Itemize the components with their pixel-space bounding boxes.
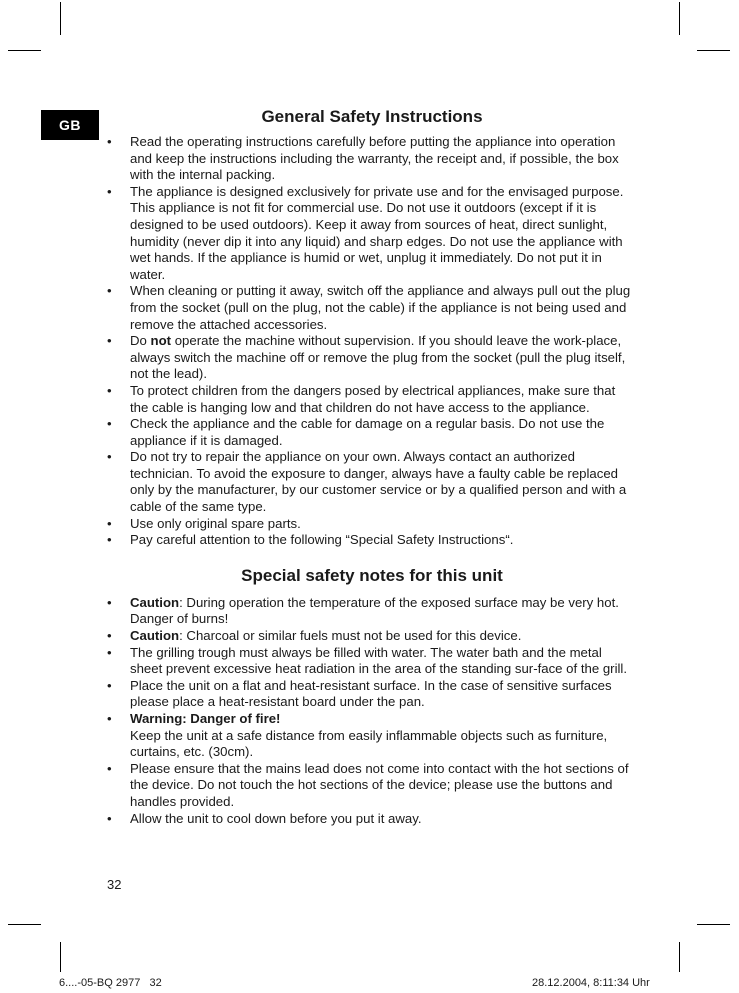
list-item-text: : During operation the temperature of the exposed surface may be very hot. Danger of burns!	[130, 594, 619, 627]
emphasis-text: not	[150, 333, 172, 349]
list-item	[107, 711, 637, 761]
page-content	[107, 106, 637, 827]
list-item-text: Pay careful attention to the following “Special Safety Instructions“.	[130, 532, 514, 548]
bullet: •	[107, 594, 112, 610]
bullet: •	[107, 515, 112, 531]
list-item-text: The appliance is designed exclusively for private use and for the envisaged purpose. This appliance is not fit for commercial use. Do not use it outdoors (except if it is designed to be used outdoors). Keep it away from sources of heat, direct sunlight, humidity (never dip it into any liquid) and sharp edges. Do not use the appliance with wet hands. If the appliance is humid or wet, unplug it immediately. Do not put it in water.	[130, 183, 624, 282]
list-item-text: Allow the unit to cool down before you put it away.	[130, 810, 422, 826]
crop-mark	[697, 50, 730, 51]
special-safety-list	[107, 595, 637, 827]
list-item-text: Use only original spare parts.	[130, 515, 301, 531]
list-item-text: The grilling trough must always be filled with water. The water bath and the metal sheet prevent excessive heat radiation in the area of the standing sur-face of the grill.	[130, 644, 628, 677]
list-item	[107, 628, 637, 645]
footer-timestamp: 28.12.2004, 8:11:34 Uhr	[532, 977, 650, 989]
list-item	[107, 645, 637, 678]
bullet: •	[107, 532, 112, 548]
bullet: •	[107, 183, 112, 199]
list-item-text: Do not try to repair the appliance on your own. Always contact an authorized technician. To avoid the exposure to danger, always have a faulty cable be replaced only by the manufacturer, by our customer service or by a qualified person and with a cable of the same type.	[130, 449, 627, 515]
bullet: •	[107, 382, 112, 398]
footer-file-info: 6....-05-BQ 2977 32	[59, 977, 162, 989]
crop-mark	[697, 924, 730, 925]
list-item-text: Read the operating instructions carefully before putting the appliance into operation and keep the instructions including the warranty, the receipt and, if possible, the box with the internal packing.	[130, 134, 619, 183]
list-item	[107, 532, 637, 549]
safety-list	[107, 134, 637, 549]
list-item-text: operate the machine without supervision. If you should leave the work-place, always switch the machine off or remove the plug from the socket (pull the plug itself, not the lead).	[130, 333, 626, 382]
list-item-text: Please ensure that the mains lead does not come into contact with the hot sections of the device. Do not touch the hot sections of the device; please use the buttons and handles provided.	[130, 760, 629, 809]
list-item	[107, 283, 637, 333]
crop-mark	[8, 924, 41, 925]
language-badge: GB	[41, 110, 99, 140]
crop-mark	[679, 2, 680, 35]
list-item	[107, 383, 637, 416]
bullet: •	[107, 677, 112, 693]
bullet: •	[107, 760, 112, 776]
bullet: •	[107, 449, 112, 465]
emphasis-text: Caution	[130, 628, 180, 644]
list-item	[107, 416, 637, 449]
list-item	[107, 134, 637, 184]
list-item-text: : Charcoal or similar fuels must not be used for this device.	[179, 628, 522, 644]
list-item	[107, 516, 637, 533]
list-item	[107, 184, 637, 284]
crop-mark	[60, 2, 61, 35]
section-title: General Safety Instructions	[261, 107, 483, 126]
emphasis-text: Warning: Danger of fire!	[130, 711, 281, 726]
bullet: •	[107, 134, 112, 149]
emphasis-text: Caution	[130, 594, 180, 610]
list-item-text: Keep the unit at a safe distance from easily inflammable objects such as furniture, curtains, etc. (30cm).	[130, 727, 608, 760]
bullet: •	[107, 644, 112, 660]
section-title: Special safety notes for this unit	[241, 565, 503, 585]
bullet: •	[107, 416, 112, 432]
list-item-text: Do	[130, 333, 151, 349]
list-item-text: When cleaning or putting it away, switch off the appliance and always pull out the plug from the socket (pull on the plug, not the cable) if the appliance is not being used and remove the attached accessories.	[130, 283, 631, 332]
bullet: •	[107, 810, 112, 826]
bullet: •	[107, 283, 112, 299]
crop-mark	[8, 50, 41, 51]
list-item	[107, 811, 637, 828]
list-item	[107, 595, 637, 628]
list-item	[107, 449, 637, 515]
bullet: •	[107, 711, 112, 726]
bullet: •	[107, 333, 112, 349]
list-item-text: To protect children from the dangers posed by electrical appliances, make sure that the cable is hanging low and that children do not have access to the appliance.	[130, 382, 616, 415]
list-item	[107, 678, 637, 711]
bullet: •	[107, 628, 112, 644]
list-item-text: Place the unit on a flat and heat-resistant surface. In the case of sensitive surfaces please place a heat-resistant board under the pan.	[130, 677, 612, 710]
crop-mark	[60, 942, 61, 972]
list-item-text: Check the appliance and the cable for damage on a regular basis. Do not use the appliance if it is damaged.	[130, 416, 605, 448]
crop-mark	[679, 942, 680, 972]
list-item	[107, 333, 637, 383]
page-number: 32	[107, 877, 122, 892]
list-item	[107, 761, 637, 811]
